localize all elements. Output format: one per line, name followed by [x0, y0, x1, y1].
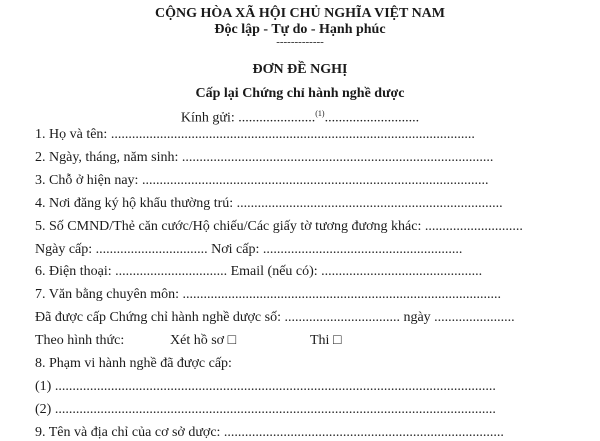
- form-label: Theo hình thức:: [35, 333, 125, 348]
- form-field-line: 1. Họ và tên: ........................................................................................................: [35, 127, 475, 142]
- form-field-line: 2. Ngày, tháng, năm sinh: .........................................................................................: [35, 149, 494, 165]
- form-field-line: (1) ..............................................................................................................................: [35, 378, 496, 394]
- form-field-line: 4. Nơi đăng ký hộ khẩu thường trú: ............................................................................: [35, 195, 503, 211]
- divider: -------------: [276, 36, 324, 48]
- recipient-note: (1): [315, 109, 325, 118]
- document-subtitle: Cấp lại Chứng chỉ hành nghề dược: [195, 86, 405, 101]
- form-field-line: (2) ..............................................................................................................................: [35, 401, 496, 417]
- form-field-line: 8. Phạm vi hành nghề đã được cấp:: [35, 356, 232, 371]
- document-title: ĐƠN ĐỀ NGHỊ: [252, 62, 348, 77]
- recipient-label: Kính gửi: ......................: [180, 110, 316, 126]
- option-review-checkbox[interactable]: Xét hồ sơ □: [170, 333, 237, 348]
- form-field-line: Ngày cấp: ................................ Nơi cấp: .........................................................: [35, 241, 463, 257]
- form-field-line: Đã được cấp Chứng chỉ hành nghề dược số: ................................. ngày .......................: [35, 310, 515, 326]
- form-field-line: 5. Số CMND/Thẻ căn cước/Hộ chiếu/Các giấy tờ tương đương khác: ............................: [35, 218, 523, 234]
- recipient-line: [0, 109, 600, 127]
- recipient-tail: ...........................: [324, 110, 420, 126]
- form-field-line: 7. Văn bằng chuyên môn: ...........................................................................................: [35, 287, 501, 303]
- form-field-line: 3. Chỗ ở hiện nay: ...................................................................................................: [35, 172, 489, 188]
- form-field-line: 9. Tên và địa chỉ của cơ sở dược: ................................................................................: [35, 424, 504, 440]
- nation-heading: CỘNG HÒA XÃ HỘI CHỦ NGHĨA VIỆT NAM: [154, 6, 445, 21]
- motto: Độc lập - Tự do - Hạnh phúc: [214, 22, 386, 37]
- form-field-line: 6. Điện thoại: ................................ Email (nếu có): ..............................................: [35, 264, 483, 280]
- option-exam-checkbox[interactable]: Thi □: [310, 333, 342, 348]
- form-line: [35, 333, 342, 349]
